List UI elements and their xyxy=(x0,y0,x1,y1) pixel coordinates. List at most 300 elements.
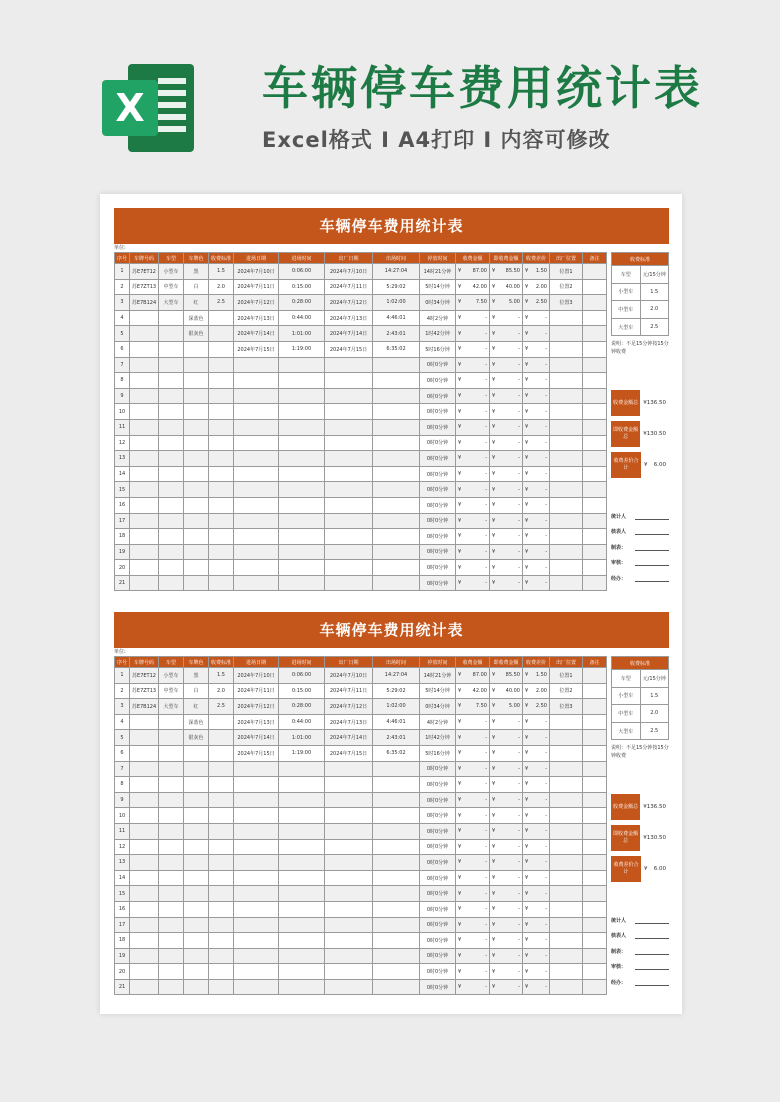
cell-pos[interactable] xyxy=(550,310,583,326)
cell-std[interactable] xyxy=(209,964,234,980)
cell-out-time[interactable]: 4:46:01 xyxy=(373,714,420,730)
cell-color[interactable] xyxy=(184,497,209,513)
cell-fee[interactable] xyxy=(456,419,490,435)
cell-plate[interactable] xyxy=(130,497,159,513)
cell-in-time[interactable] xyxy=(279,870,325,886)
cell-color[interactable] xyxy=(184,560,209,576)
cell-dur[interactable]: 0时0分钟 xyxy=(420,435,456,451)
cell-dur[interactable]: 0时34分钟 xyxy=(420,699,456,715)
cell-in-date[interactable]: 2024年7月10日 xyxy=(234,668,279,684)
cell-in-date[interactable] xyxy=(234,855,279,871)
cell-remark[interactable] xyxy=(583,575,607,591)
cell-fee[interactable] xyxy=(456,544,490,560)
cell-type[interactable] xyxy=(159,855,184,871)
cell-fee[interactable] xyxy=(456,388,490,404)
cell-paid[interactable] xyxy=(490,419,523,435)
cell-no[interactable]: 21 xyxy=(115,979,130,995)
cell-out-date[interactable] xyxy=(325,404,373,420)
cell-out-time[interactable] xyxy=(373,948,420,964)
cell-paid[interactable] xyxy=(490,373,523,389)
cell-out-time[interactable] xyxy=(373,451,420,467)
cell-no[interactable]: 2 xyxy=(115,279,130,295)
cell-std[interactable] xyxy=(209,404,234,420)
cell-dur[interactable]: 0时0分钟 xyxy=(420,964,456,980)
cell-std[interactable] xyxy=(209,917,234,933)
cell-std[interactable] xyxy=(209,326,234,342)
cell-in-time[interactable] xyxy=(279,901,325,917)
cell-out-time[interactable] xyxy=(373,560,420,576)
cell-fee[interactable] xyxy=(456,948,490,964)
cell-plate[interactable] xyxy=(130,435,159,451)
cell-out-time[interactable] xyxy=(373,419,420,435)
cell-diff[interactable] xyxy=(523,855,550,871)
cell-remark[interactable] xyxy=(583,761,607,777)
cell-std[interactable] xyxy=(209,714,234,730)
cell-paid[interactable] xyxy=(490,792,523,808)
cell-color[interactable] xyxy=(184,575,209,591)
cell-pos[interactable] xyxy=(550,357,583,373)
cell-fee[interactable] xyxy=(456,745,490,761)
cell-diff[interactable] xyxy=(523,886,550,902)
cell-type[interactable] xyxy=(159,730,184,746)
cell-dur[interactable]: 0时0分钟 xyxy=(420,777,456,793)
cell-in-date[interactable]: 2024年7月13日 xyxy=(234,714,279,730)
cell-no[interactable]: 2 xyxy=(115,683,130,699)
cell-in-time[interactable]: 0:28:00 xyxy=(279,699,325,715)
cell-diff[interactable] xyxy=(523,839,550,855)
cell-in-time[interactable] xyxy=(279,419,325,435)
cell-diff[interactable] xyxy=(523,683,550,699)
cell-pos[interactable] xyxy=(550,482,583,498)
cell-std[interactable]: 2.5 xyxy=(209,699,234,715)
cell-out-date[interactable] xyxy=(325,575,373,591)
cell-paid[interactable] xyxy=(490,683,523,699)
cell-pos[interactable] xyxy=(550,451,583,467)
cell-fee[interactable] xyxy=(456,326,490,342)
cell-dur[interactable]: 14时21分钟 xyxy=(420,264,456,280)
cell-in-date[interactable] xyxy=(234,451,279,467)
cell-out-time[interactable] xyxy=(373,761,420,777)
cell-plate[interactable] xyxy=(130,870,159,886)
cell-in-date[interactable] xyxy=(234,544,279,560)
cell-pos[interactable] xyxy=(550,435,583,451)
cell-out-time[interactable] xyxy=(373,870,420,886)
cell-color[interactable] xyxy=(184,964,209,980)
cell-pos[interactable] xyxy=(550,497,583,513)
cell-type[interactable] xyxy=(159,357,184,373)
cell-diff[interactable] xyxy=(523,792,550,808)
cell-type[interactable] xyxy=(159,326,184,342)
cell-remark[interactable] xyxy=(583,513,607,529)
cell-type[interactable] xyxy=(159,808,184,824)
cell-out-date[interactable]: 2024年7月15日 xyxy=(325,341,373,357)
cell-out-date[interactable] xyxy=(325,964,373,980)
cell-type[interactable] xyxy=(159,964,184,980)
cell-dur[interactable]: 5时16分钟 xyxy=(420,341,456,357)
cell-remark[interactable] xyxy=(583,730,607,746)
cell-pos[interactable] xyxy=(550,761,583,777)
cell-in-time[interactable] xyxy=(279,529,325,545)
cell-in-date[interactable]: 2024年7月15日 xyxy=(234,745,279,761)
cell-type[interactable] xyxy=(159,823,184,839)
cell-remark[interactable] xyxy=(583,823,607,839)
signature-line[interactable] xyxy=(635,963,669,970)
cell-in-date[interactable] xyxy=(234,808,279,824)
cell-remark[interactable] xyxy=(583,529,607,545)
cell-plate[interactable] xyxy=(130,310,159,326)
cell-fee[interactable] xyxy=(456,404,490,420)
cell-plate[interactable] xyxy=(130,917,159,933)
cell-in-date[interactable]: 2024年7月12日 xyxy=(234,699,279,715)
cell-no[interactable]: 18 xyxy=(115,933,130,949)
cell-color[interactable]: 银灰色 xyxy=(184,730,209,746)
cell-out-date[interactable] xyxy=(325,948,373,964)
cell-color[interactable] xyxy=(184,792,209,808)
cell-in-time[interactable] xyxy=(279,404,325,420)
cell-std[interactable] xyxy=(209,482,234,498)
cell-in-date[interactable]: 2024年7月15日 xyxy=(234,341,279,357)
cell-dur[interactable]: 0时0分钟 xyxy=(420,901,456,917)
cell-diff[interactable] xyxy=(523,745,550,761)
cell-in-date[interactable]: 2024年7月14日 xyxy=(234,326,279,342)
cell-no[interactable]: 20 xyxy=(115,560,130,576)
cell-in-time[interactable] xyxy=(279,513,325,529)
cell-remark[interactable] xyxy=(583,310,607,326)
cell-type[interactable] xyxy=(159,886,184,902)
cell-no[interactable]: 13 xyxy=(115,855,130,871)
cell-std[interactable] xyxy=(209,979,234,995)
cell-diff[interactable] xyxy=(523,933,550,949)
cell-diff[interactable] xyxy=(523,964,550,980)
cell-fee[interactable] xyxy=(456,357,490,373)
cell-in-date[interactable] xyxy=(234,870,279,886)
cell-remark[interactable] xyxy=(583,279,607,295)
cell-plate[interactable] xyxy=(130,901,159,917)
cell-diff[interactable] xyxy=(523,699,550,715)
cell-color[interactable] xyxy=(184,404,209,420)
cell-dur[interactable]: 0时0分钟 xyxy=(420,948,456,964)
cell-out-date[interactable] xyxy=(325,497,373,513)
cell-out-time[interactable] xyxy=(373,808,420,824)
cell-in-time[interactable] xyxy=(279,388,325,404)
cell-remark[interactable] xyxy=(583,964,607,980)
cell-type[interactable] xyxy=(159,404,184,420)
cell-out-time[interactable] xyxy=(373,357,420,373)
cell-plate[interactable] xyxy=(130,948,159,964)
cell-out-time[interactable]: 4:46:01 xyxy=(373,310,420,326)
cell-plate[interactable] xyxy=(130,933,159,949)
cell-pos[interactable] xyxy=(550,979,583,995)
cell-paid[interactable] xyxy=(490,886,523,902)
cell-std[interactable] xyxy=(209,855,234,871)
cell-paid[interactable] xyxy=(490,839,523,855)
cell-paid[interactable] xyxy=(490,948,523,964)
cell-pos[interactable] xyxy=(550,730,583,746)
cell-in-time[interactable]: 1:01:00 xyxy=(279,326,325,342)
cell-dur[interactable]: 1时42分钟 xyxy=(420,730,456,746)
cell-plate[interactable] xyxy=(130,466,159,482)
cell-plate[interactable] xyxy=(130,839,159,855)
cell-plate[interactable] xyxy=(130,513,159,529)
cell-plate[interactable] xyxy=(130,373,159,389)
cell-out-date[interactable]: 2024年7月10日 xyxy=(325,668,373,684)
cell-in-date[interactable] xyxy=(234,575,279,591)
cell-out-time[interactable] xyxy=(373,886,420,902)
cell-dur[interactable]: 0时0分钟 xyxy=(420,466,456,482)
cell-plate[interactable] xyxy=(130,886,159,902)
cell-diff[interactable] xyxy=(523,761,550,777)
cell-in-time[interactable] xyxy=(279,373,325,389)
cell-pos[interactable] xyxy=(550,901,583,917)
cell-color[interactable]: 黑 xyxy=(184,668,209,684)
cell-in-date[interactable]: 2024年7月11日 xyxy=(234,279,279,295)
cell-type[interactable] xyxy=(159,482,184,498)
cell-std[interactable] xyxy=(209,529,234,545)
cell-in-time[interactable] xyxy=(279,808,325,824)
cell-fee[interactable] xyxy=(456,295,490,311)
cell-remark[interactable] xyxy=(583,419,607,435)
cell-in-time[interactable] xyxy=(279,886,325,902)
cell-out-date[interactable] xyxy=(325,435,373,451)
cell-dur[interactable]: 0时0分钟 xyxy=(420,373,456,389)
cell-fee[interactable] xyxy=(456,730,490,746)
cell-pos[interactable] xyxy=(550,466,583,482)
cell-no[interactable]: 15 xyxy=(115,886,130,902)
cell-no[interactable]: 16 xyxy=(115,497,130,513)
cell-std[interactable] xyxy=(209,886,234,902)
cell-no[interactable]: 1 xyxy=(115,264,130,280)
cell-out-time[interactable]: 14:27:04 xyxy=(373,264,420,280)
cell-color[interactable] xyxy=(184,777,209,793)
signature-line[interactable] xyxy=(635,948,669,955)
cell-fee[interactable] xyxy=(456,855,490,871)
cell-color[interactable] xyxy=(184,388,209,404)
cell-no[interactable]: 20 xyxy=(115,964,130,980)
cell-dur[interactable]: 0时0分钟 xyxy=(420,933,456,949)
cell-no[interactable]: 17 xyxy=(115,513,130,529)
cell-out-date[interactable]: 2024年7月14日 xyxy=(325,730,373,746)
cell-color[interactable] xyxy=(184,357,209,373)
cell-plate[interactable] xyxy=(130,714,159,730)
cell-std[interactable] xyxy=(209,839,234,855)
cell-diff[interactable] xyxy=(523,264,550,280)
cell-diff[interactable] xyxy=(523,529,550,545)
cell-std[interactable] xyxy=(209,497,234,513)
cell-in-date[interactable] xyxy=(234,435,279,451)
cell-in-time[interactable] xyxy=(279,792,325,808)
cell-color[interactable]: 红 xyxy=(184,699,209,715)
cell-paid[interactable] xyxy=(490,451,523,467)
cell-out-time[interactable]: 1:02:00 xyxy=(373,699,420,715)
cell-color[interactable] xyxy=(184,435,209,451)
cell-diff[interactable] xyxy=(523,295,550,311)
cell-no[interactable]: 3 xyxy=(115,699,130,715)
cell-out-date[interactable] xyxy=(325,451,373,467)
cell-pos[interactable] xyxy=(550,870,583,886)
cell-paid[interactable] xyxy=(490,777,523,793)
cell-std[interactable] xyxy=(209,730,234,746)
cell-pos[interactable]: 位置3 xyxy=(550,699,583,715)
cell-dur[interactable]: 5时14分钟 xyxy=(420,683,456,699)
cell-no[interactable]: 9 xyxy=(115,388,130,404)
cell-out-time[interactable] xyxy=(373,575,420,591)
signature-line[interactable] xyxy=(635,575,669,582)
cell-plate[interactable]: 苏E7ET12 xyxy=(130,668,159,684)
cell-dur[interactable]: 0时0分钟 xyxy=(420,451,456,467)
cell-plate[interactable] xyxy=(130,575,159,591)
cell-pos[interactable] xyxy=(550,714,583,730)
cell-dur[interactable]: 0时0分钟 xyxy=(420,419,456,435)
cell-diff[interactable] xyxy=(523,777,550,793)
cell-type[interactable] xyxy=(159,777,184,793)
cell-diff[interactable] xyxy=(523,575,550,591)
cell-no[interactable]: 5 xyxy=(115,326,130,342)
cell-out-date[interactable] xyxy=(325,761,373,777)
signature-line[interactable] xyxy=(635,559,669,566)
cell-out-time[interactable] xyxy=(373,388,420,404)
cell-diff[interactable] xyxy=(523,326,550,342)
cell-in-date[interactable] xyxy=(234,901,279,917)
cell-remark[interactable] xyxy=(583,901,607,917)
cell-remark[interactable] xyxy=(583,948,607,964)
cell-in-date[interactable] xyxy=(234,529,279,545)
cell-no[interactable]: 12 xyxy=(115,435,130,451)
cell-paid[interactable] xyxy=(490,730,523,746)
cell-in-time[interactable]: 0:44:00 xyxy=(279,310,325,326)
cell-paid[interactable] xyxy=(490,295,523,311)
cell-in-time[interactable] xyxy=(279,823,325,839)
cell-dur[interactable]: 1时42分钟 xyxy=(420,326,456,342)
cell-out-date[interactable] xyxy=(325,529,373,545)
cell-diff[interactable] xyxy=(523,482,550,498)
cell-dur[interactable]: 0时0分钟 xyxy=(420,544,456,560)
cell-in-date[interactable] xyxy=(234,373,279,389)
cell-pos[interactable] xyxy=(550,544,583,560)
cell-paid[interactable] xyxy=(490,482,523,498)
cell-std[interactable] xyxy=(209,560,234,576)
cell-in-date[interactable] xyxy=(234,948,279,964)
cell-diff[interactable] xyxy=(523,341,550,357)
cell-remark[interactable] xyxy=(583,341,607,357)
cell-color[interactable] xyxy=(184,886,209,902)
cell-fee[interactable] xyxy=(456,451,490,467)
cell-dur[interactable]: 0时0分钟 xyxy=(420,839,456,855)
cell-type[interactable] xyxy=(159,917,184,933)
cell-diff[interactable] xyxy=(523,404,550,420)
cell-color[interactable] xyxy=(184,373,209,389)
cell-fee[interactable] xyxy=(456,513,490,529)
cell-paid[interactable] xyxy=(490,435,523,451)
cell-color[interactable] xyxy=(184,761,209,777)
cell-pos[interactable] xyxy=(550,575,583,591)
cell-plate[interactable] xyxy=(130,823,159,839)
cell-in-time[interactable] xyxy=(279,979,325,995)
cell-fee[interactable] xyxy=(456,482,490,498)
cell-in-date[interactable] xyxy=(234,964,279,980)
cell-out-date[interactable] xyxy=(325,373,373,389)
cell-out-date[interactable] xyxy=(325,901,373,917)
cell-remark[interactable] xyxy=(583,917,607,933)
cell-fee[interactable] xyxy=(456,497,490,513)
cell-remark[interactable] xyxy=(583,933,607,949)
cell-out-time[interactable]: 5:29:02 xyxy=(373,683,420,699)
cell-type[interactable] xyxy=(159,466,184,482)
cell-dur[interactable]: 0时0分钟 xyxy=(420,792,456,808)
cell-type[interactable]: 大型车 xyxy=(159,295,184,311)
cell-paid[interactable] xyxy=(490,357,523,373)
cell-out-time[interactable] xyxy=(373,435,420,451)
cell-plate[interactable] xyxy=(130,419,159,435)
cell-plate[interactable] xyxy=(130,544,159,560)
cell-in-time[interactable] xyxy=(279,451,325,467)
cell-dur[interactable]: 0时0分钟 xyxy=(420,357,456,373)
cell-diff[interactable] xyxy=(523,870,550,886)
cell-type[interactable] xyxy=(159,870,184,886)
cell-plate[interactable] xyxy=(130,560,159,576)
cell-plate[interactable] xyxy=(130,326,159,342)
cell-out-time[interactable] xyxy=(373,823,420,839)
cell-remark[interactable] xyxy=(583,777,607,793)
cell-pos[interactable]: 位置1 xyxy=(550,264,583,280)
cell-in-time[interactable] xyxy=(279,497,325,513)
cell-pos[interactable] xyxy=(550,419,583,435)
cell-fee[interactable] xyxy=(456,777,490,793)
cell-out-date[interactable] xyxy=(325,886,373,902)
cell-no[interactable]: 8 xyxy=(115,777,130,793)
cell-color[interactable] xyxy=(184,808,209,824)
cell-type[interactable] xyxy=(159,419,184,435)
cell-in-date[interactable] xyxy=(234,933,279,949)
cell-dur[interactable]: 0时0分钟 xyxy=(420,917,456,933)
cell-plate[interactable] xyxy=(130,964,159,980)
cell-dur[interactable]: 0时0分钟 xyxy=(420,513,456,529)
cell-pos[interactable] xyxy=(550,792,583,808)
cell-remark[interactable] xyxy=(583,326,607,342)
cell-diff[interactable] xyxy=(523,435,550,451)
cell-paid[interactable] xyxy=(490,544,523,560)
cell-fee[interactable] xyxy=(456,917,490,933)
cell-plate[interactable] xyxy=(130,529,159,545)
cell-out-date[interactable] xyxy=(325,839,373,855)
cell-remark[interactable] xyxy=(583,482,607,498)
cell-paid[interactable] xyxy=(490,279,523,295)
cell-remark[interactable] xyxy=(583,497,607,513)
cell-paid[interactable] xyxy=(490,761,523,777)
cell-std[interactable] xyxy=(209,388,234,404)
cell-diff[interactable] xyxy=(523,451,550,467)
cell-remark[interactable] xyxy=(583,855,607,871)
cell-fee[interactable] xyxy=(456,529,490,545)
cell-out-date[interactable] xyxy=(325,544,373,560)
cell-pos[interactable]: 位置2 xyxy=(550,279,583,295)
cell-out-time[interactable]: 2:43:01 xyxy=(373,730,420,746)
cell-plate[interactable] xyxy=(130,451,159,467)
cell-in-time[interactable]: 1:19:00 xyxy=(279,745,325,761)
cell-paid[interactable] xyxy=(490,979,523,995)
cell-std[interactable] xyxy=(209,435,234,451)
cell-pos[interactable]: 位置1 xyxy=(550,668,583,684)
cell-diff[interactable] xyxy=(523,668,550,684)
cell-no[interactable]: 8 xyxy=(115,373,130,389)
cell-out-date[interactable] xyxy=(325,388,373,404)
cell-out-time[interactable] xyxy=(373,792,420,808)
cell-diff[interactable] xyxy=(523,513,550,529)
cell-out-time[interactable]: 2:43:01 xyxy=(373,326,420,342)
cell-out-time[interactable]: 6:35:02 xyxy=(373,341,420,357)
cell-fee[interactable] xyxy=(456,964,490,980)
cell-fee[interactable] xyxy=(456,699,490,715)
cell-in-time[interactable] xyxy=(279,777,325,793)
